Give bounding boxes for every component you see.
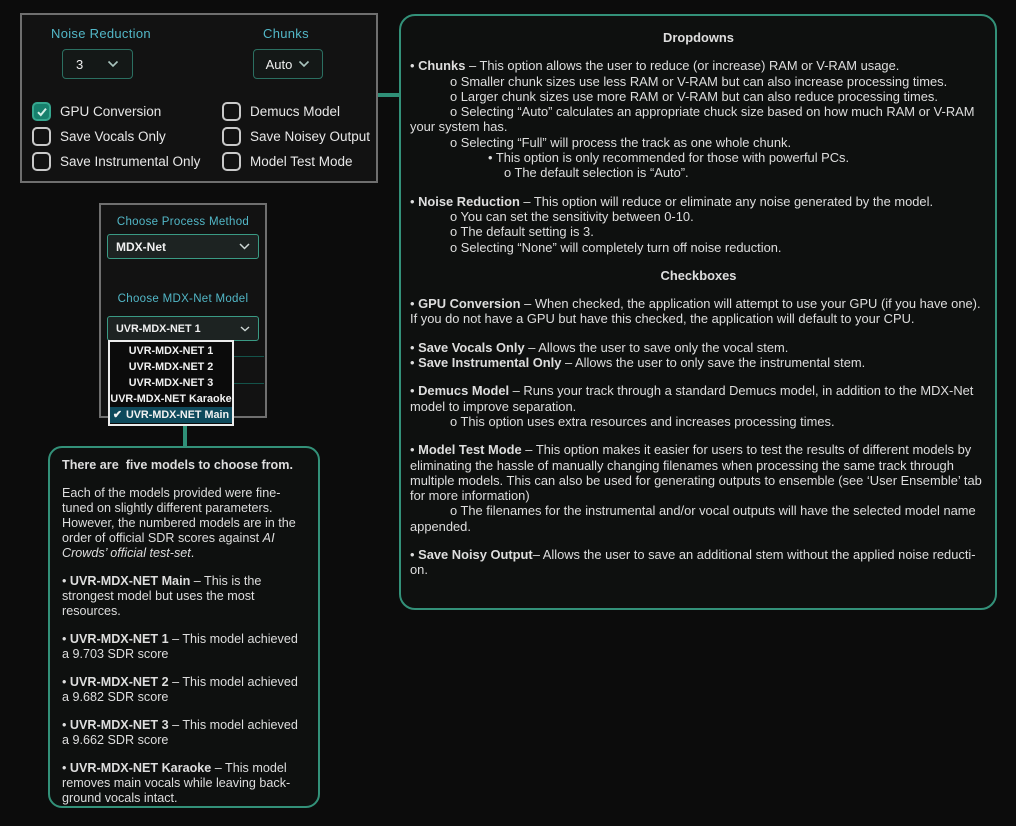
mdx-model-value: UVR-MDX-NET 1 — [116, 322, 201, 335]
text-block: • Save Vocals Only – Allows the user to save only the vocal stem. — [410, 339, 789, 355]
checkbox-label: Model Test Mode — [250, 154, 353, 169]
chevron-down-icon — [240, 326, 250, 332]
checkbox-box — [32, 152, 51, 171]
model-option-uvr-mdx-net-1[interactable] — [110, 343, 232, 359]
dropdowns-checkboxes-note-box — [399, 14, 997, 610]
checkbox-demucs-model[interactable] — [222, 102, 370, 121]
model-option-uvr-mdx-net-3[interactable] — [110, 375, 232, 391]
chevron-down-icon — [239, 243, 250, 250]
process-method-panel — [99, 203, 267, 421]
text-block: Checkboxes — [660, 267, 737, 283]
model-option-label: UVR-MDX-NET 1 — [128, 345, 214, 357]
text-block: o The default selection is “Auto”. — [504, 165, 689, 181]
models-note-box — [48, 446, 320, 808]
connector-line-settings-to-notes — [378, 93, 399, 97]
checkbox-column-right — [222, 102, 370, 171]
checkbox-save-instrumental-only[interactable] — [32, 152, 200, 171]
mdx-model-select[interactable] — [107, 316, 259, 341]
noise-reduction-select[interactable] — [62, 49, 133, 79]
mdx-model-option-list — [108, 340, 234, 426]
checkbox-save-vocals-only[interactable] — [32, 127, 200, 146]
process-method-select[interactable] — [107, 234, 259, 259]
model-option-label: UVR-MDX-NET 2 — [128, 361, 214, 373]
model-option-label: UVR-MDX-NET 3 — [128, 377, 214, 389]
model-option-uvr-mdx-net-karaoke[interactable] — [110, 391, 232, 407]
text-block: o Smaller chunk sizes use less RAM or V-RAM but can also increase processing times. — [450, 73, 948, 89]
text-block: • Save Noisy Output– Allows the user to save an additional stem without the applied noise reducti-on. — [410, 547, 976, 578]
text-block: o This option uses extra resources and increases processing times. — [450, 413, 835, 429]
text-block: o Selecting “Auto” calculates an appropriate chuck size based on how much RAM or V-RAM your system has. — [410, 104, 979, 135]
checkbox-label: Demucs Model — [250, 104, 341, 119]
model-option-label: UVR-MDX-NET Main — [125, 409, 230, 421]
checkbox-box — [32, 127, 51, 146]
text-block: • Save Instrumental Only – Allows the user to only save the instrumental stem. — [410, 355, 866, 371]
text-block: • UVR-MDX-NET 1 – This model achieved a 9.703 SDR score — [62, 632, 302, 661]
text-block: • GPU Conversion – When checked, the application will attempt to use your GPU (if you have one). If you do not have a GPU but have this checked, the application will default to your CPU. — [410, 296, 985, 327]
text-block: • Noise Reduction – This option will reduce or eliminate any noise generated by the model. — [410, 193, 934, 209]
text-block: • Model Test Mode – This option makes it easier for users to test the results of different models by eliminating the hassle of manually changing filenames when processing the same track through multiple models. This can also be used for generating outputs to ensemble (see ‘User Ensemble’ tab for more information) — [410, 442, 986, 504]
text-block: o You can set the sensitivity between 0-10. — [450, 208, 694, 224]
checkbox-column-left — [32, 102, 200, 171]
model-option-uvr-mdx-net-2[interactable] — [110, 359, 232, 375]
text-block: • This option is only recommended for those with powerful PCs. — [488, 150, 850, 166]
mdx-model-label: Choose MDX-Net Model — [117, 293, 249, 305]
noise-reduction-label: Noise Reduction — [51, 26, 151, 41]
panel-divider — [233, 356, 264, 357]
mdx-settings-panel — [20, 13, 378, 183]
text-block: Each of the models provided were fine-tuned on slightly different parameters. However, the numbered models are in the order of official SDR scores against AI Crowds’ official test-set. — [62, 486, 300, 560]
text-block: There are five models to choose from. — [62, 458, 293, 472]
checkbox-label: Save Noisey Output — [250, 129, 371, 144]
checkbox-label: Save Instrumental Only — [60, 154, 201, 169]
text-block: o Selecting “Full” will process the track as one whole chunk. — [450, 134, 792, 150]
text-block: o The default setting is 3. — [450, 224, 594, 240]
checkbox-box — [32, 102, 51, 121]
checkbox-box — [222, 102, 241, 121]
chevron-down-icon — [298, 60, 310, 68]
text-block: o Selecting “None” will completely turn off noise reduction. — [450, 239, 782, 255]
checkbox-model-test-mode[interactable] — [222, 152, 370, 171]
chunks-select[interactable] — [253, 49, 323, 79]
model-option-label: UVR-MDX-NET Karaoke — [110, 393, 232, 405]
text-block: • UVR-MDX-NET Karaoke – This model removes main vocals while leaving back-ground vocals intact. — [62, 761, 291, 805]
checkbox-label: Save Vocals Only — [60, 129, 166, 144]
text-block: o Larger chunk sizes use more RAM or V-RAM but can also reduce processing times. — [450, 88, 938, 104]
panel-divider — [233, 383, 264, 384]
checkbox-label: GPU Conversion — [60, 104, 162, 119]
check-icon — [36, 106, 48, 118]
text-block: • UVR-MDX-NET 3 – This model achieved a 9.662 SDR score — [62, 718, 302, 747]
chunks-value: Auto — [265, 56, 293, 72]
checkbox-box — [222, 152, 241, 171]
text-block: • UVR-MDX-NET Main – This is the strongest model but uses the most resources. — [62, 574, 265, 618]
model-option-uvr-mdx-net-main[interactable] — [110, 407, 232, 423]
text-block: o The filenames for the instrumental and/or vocal outputs will have the selected model name appended. — [410, 503, 980, 534]
checkbox-gpu-conversion[interactable] — [32, 102, 200, 121]
process-method-label: Choose Process Method — [116, 216, 250, 228]
text-block: • UVR-MDX-NET 2 – This model achieved a 9.682 SDR score — [62, 675, 302, 704]
chunks-label: Chunks — [263, 26, 309, 41]
text-block: • Chunks – This option allows the user to reduce (or increase) RAM or V-RAM usage. — [410, 58, 900, 74]
text-block: Dropdowns — [663, 30, 734, 45]
check-icon: ✔ — [112, 409, 122, 421]
checkbox-box — [222, 127, 241, 146]
process-method-value: MDX-Net — [116, 239, 166, 254]
checkbox-save-noisey-output[interactable] — [222, 127, 370, 146]
text-block: • Demucs Model – Runs your track through a standard Demucs model, in addition to the MDX-Net model to improve separation. — [410, 383, 977, 414]
chevron-down-icon — [107, 60, 119, 68]
noise-reduction-value: 3 — [76, 56, 84, 72]
